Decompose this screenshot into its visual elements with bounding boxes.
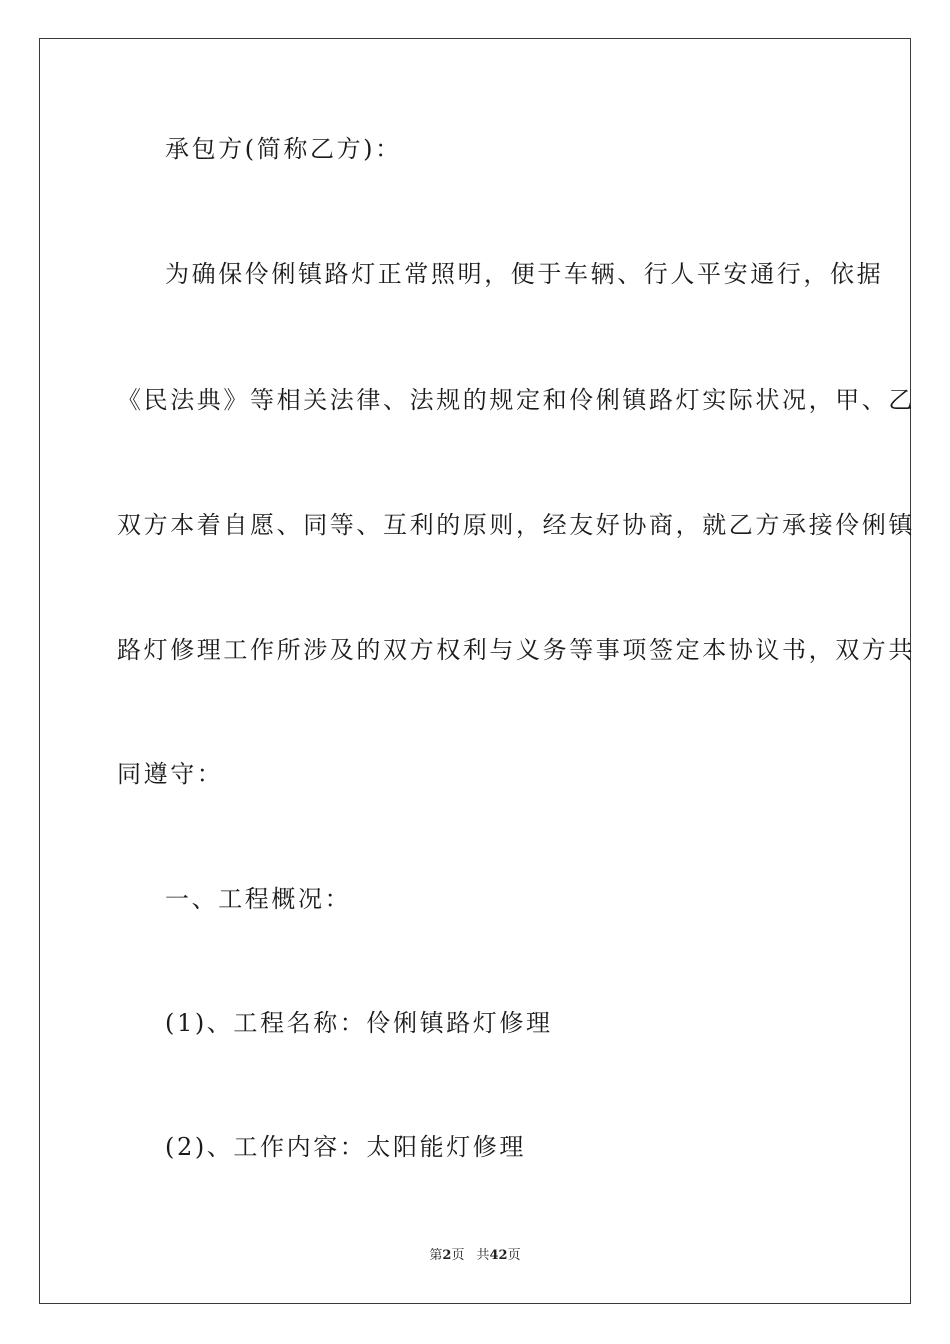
section-heading-project-overview: 一、工程概况： xyxy=(165,885,352,913)
page-prefix: 第 xyxy=(429,1248,443,1263)
total-suffix: 页 xyxy=(507,1248,521,1263)
page-suffix: 页 xyxy=(451,1248,465,1263)
total-prefix: 共 xyxy=(476,1248,490,1263)
paragraph-line-1-text: 为确保伶俐镇路灯正常照明，便于车辆、行人平安通行，依据 xyxy=(165,260,884,288)
paragraph-line-4: 路灯修理工作所涉及的双方权利与义务等事项签定本协议书，双方共 xyxy=(117,636,915,664)
work-content-item: (2)、工作内容：太阳能灯修理 xyxy=(165,1133,526,1161)
paragraph-line-1 xyxy=(165,258,884,290)
paragraph-line-2: 《民法典》等相关法律、法规的规定和伶俐镇路灯实际状况，甲、乙 xyxy=(117,386,915,414)
page-border xyxy=(39,38,915,1304)
page-footer xyxy=(0,1247,950,1265)
project-name-item: (1)、工程名称：伶俐镇路灯修理 xyxy=(165,1009,553,1037)
page-number: 2 xyxy=(442,1248,452,1263)
paragraph-line-3: 双方本着自愿、同等、互利的原则，经友好协商，就乙方承接伶俐镇 xyxy=(117,511,915,539)
contractor-party-line: 承包方(简称乙方)： xyxy=(165,135,402,163)
paragraph-line-5: 同遵守： xyxy=(117,760,224,788)
total-pages: 42 xyxy=(489,1248,508,1263)
